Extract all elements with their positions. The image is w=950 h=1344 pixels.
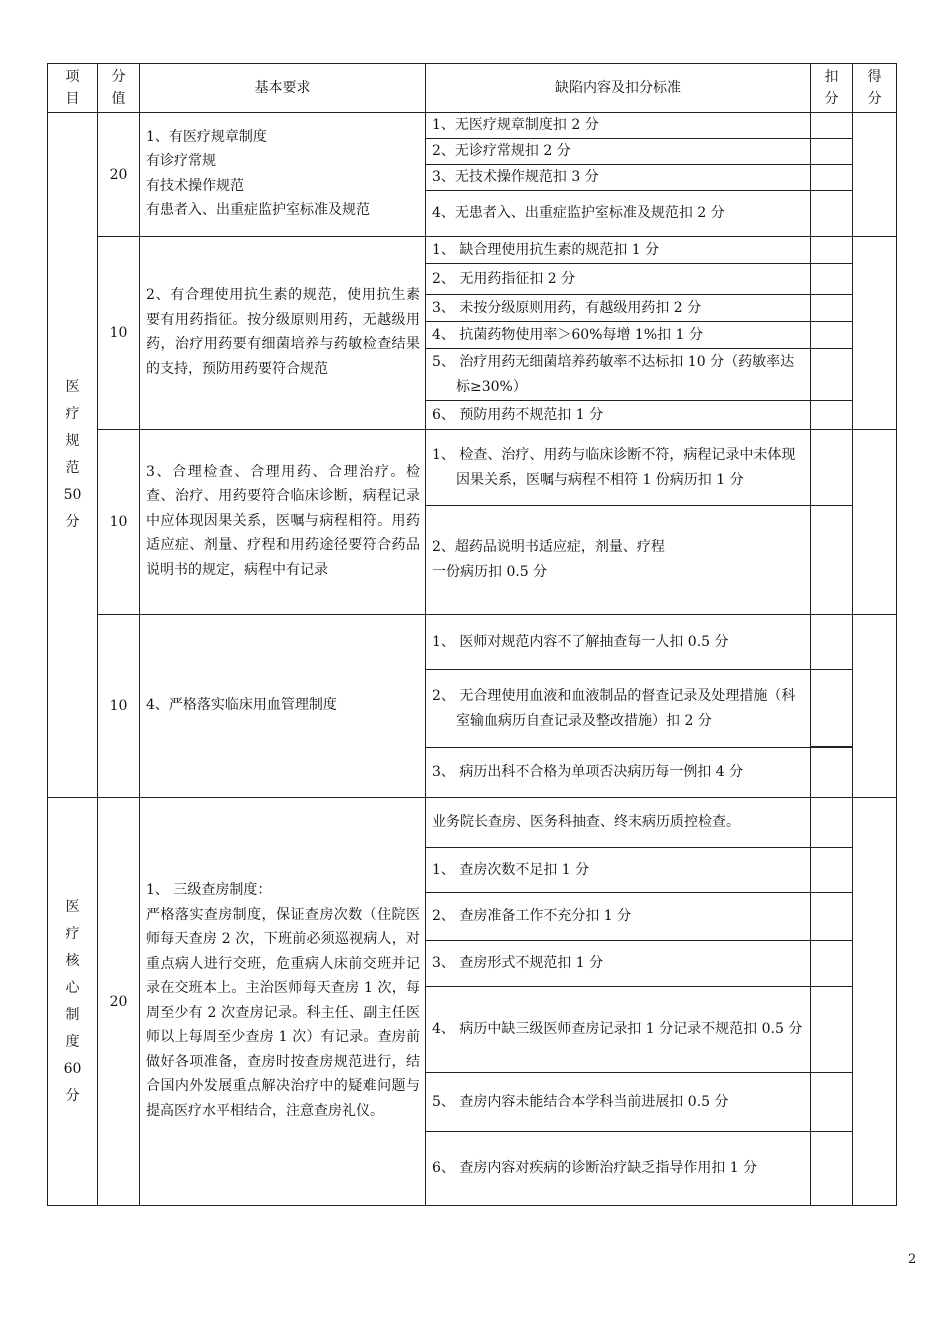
group-score: 10 [98,615,140,798]
defect-item: 2、超药品说明书适应症，剂量、疗程 一份病历扣 0.5 分 [426,506,811,615]
got-cell [853,798,897,1206]
defect-item: 4、无患者入、出重症监护室标准及规范扣 2 分 [426,191,811,237]
defect-item: 2、无诊疗常规扣 2 分 [426,139,811,165]
section-title: 医 疗 核 心 制 度 60 分 [48,798,98,1206]
deduct-cell [811,264,853,295]
deduct-cell [811,113,853,139]
deduct-cell [811,322,853,349]
defect-item: 4、 病历中缺三级医师查房记录扣 1 分记录不规范扣 0.5 分 [426,987,811,1073]
defect-item: 1、 缺合理使用抗生素的规范扣 1 分 [426,237,811,264]
defect-item: 2、 查房准备工作不充分扣 1 分 [426,893,811,941]
deduct-cell [811,615,853,670]
deduct-cell [811,670,853,747]
defect-item: 业务院长查房、医务科抽查、终末病历质控检查。 [426,798,811,848]
page-number: 2 [908,1252,917,1267]
deduct-cell [811,798,853,848]
deduct-cell [811,748,853,798]
deduct-cell [811,401,853,430]
defect-item: 3、无技术操作规范扣 3 分 [426,165,811,191]
header-requirement: 基本要求 [140,64,426,113]
scoring-table [47,63,897,1206]
deduct-cell [811,295,853,322]
deduct-cell [811,848,853,893]
defect-item: 5、 查房内容未能结合本学科当前进展扣 0.5 分 [426,1073,811,1132]
deduct-cell [811,941,853,987]
table-row [48,237,897,264]
requirement-text: 3、合理检查、合理用药、合理治疗。检查、治疗、用药要符合临床诊断，病程记录中应体现因果关系，医嘱与病程相符。用药适应症、剂量、疗程和用药途径要符合药品说明书的规定，病程中有记录 [140,430,426,615]
header-deduction-standard: 缺陷内容及扣分标准 [426,64,811,113]
table-row [48,113,897,139]
requirement-text: 1、 三级查房制度： 严格落实查房制度，保证查房次数（住院医师每天查房 2 次，下班前必须巡视病人，对重点病人进行交班，危重病人床前交班并记录在交班本上。主治医师每天查房 1 次，每周至少有 2 次查房记录。科主任、副主任医师以上每周至少查房 1 次）有记录。查房前做好各项准备，查房时按查房规范进行，结合国内外发展重点解决治疗中的疑难问题与提高医疗水平相结合，注意查房礼仪。 [140,798,426,1206]
defect-item: 1、 医师对规范内容不了解抽查每一人扣 0.5 分 [426,615,811,670]
section-title: 医 疗 规 范 50 分 [48,113,98,798]
group-score: 10 [98,430,140,615]
deduct-cell [811,349,853,401]
requirement-text: 4、严格落实临床用血管理制度 [140,615,426,798]
got-cell [853,430,897,615]
group-score: 20 [98,798,140,1206]
defect-item: 5、 治疗用药无细菌培养药敏率不达标扣 10 分（药敏率达标≥30%） [426,349,811,401]
deduct-cell [811,893,853,941]
table-row [48,798,897,848]
deduct-cell [811,430,853,506]
deduct-cell [811,237,853,264]
table-row [48,615,897,670]
header-score: 分 值 [98,64,140,113]
requirement-text: 2、有合理使用抗生素的规范，使用抗生素要有用药指征。按分级原则用药，无越级用药，治疗用药要有细菌培养与药敏检查结果的支持，预防用药要符合规范 [140,237,426,430]
deduct-cell [811,1132,853,1206]
got-cell [853,113,897,237]
defect-item: 3、 未按分级原则用药，有越级用药扣 2 分 [426,295,811,322]
header-deduct: 扣 分 [811,64,853,113]
defect-item: 6、 查房内容对疾病的诊断治疗缺乏指导作用扣 1 分 [426,1132,811,1206]
header-got: 得 分 [853,64,897,113]
deduct-cell [811,1073,853,1132]
defect-item: 1、无医疗规章制度扣 2 分 [426,113,811,139]
deduct-cell [811,987,853,1073]
deduct-cell [811,506,853,615]
defect-item: 3、 病历出科不合格为单项否决病历每一例扣 4 分 [426,748,811,798]
deduct-cell [811,165,853,191]
defect-item: 2、 无合理使用血液和血液制品的督查记录及处理措施（科室输血病历自查记录及整改措施）扣 2 分 [426,670,811,748]
header-item: 项 目 [48,64,98,113]
group-score: 10 [98,237,140,430]
defect-item: 6、 预防用药不规范扣 1 分 [426,401,811,430]
got-cell [853,237,897,430]
group-score: 20 [98,113,140,237]
defect-item: 3、 查房形式不规范扣 1 分 [426,941,811,987]
got-cell [853,615,897,798]
defect-item: 2、 无用药指征扣 2 分 [426,264,811,295]
requirement-text: 1、有医疗规章制度 有诊疗常规 有技术操作规范 有患者入、出重症监护室标准及规范 [140,113,426,237]
table-row [48,430,897,506]
defect-item: 1、 查房次数不足扣 1 分 [426,848,811,893]
deduct-cell [811,191,853,237]
header-row [48,64,897,113]
defect-item: 4、 抗菌药物使用率＞60%每增 1%扣 1 分 [426,322,811,349]
defect-item: 1、 检查、治疗、用药与临床诊断不符，病程记录中未体现因果关系，医嘱与病程不相符 1 份病历扣 1 分 [426,430,811,506]
deduct-cell [811,139,853,165]
